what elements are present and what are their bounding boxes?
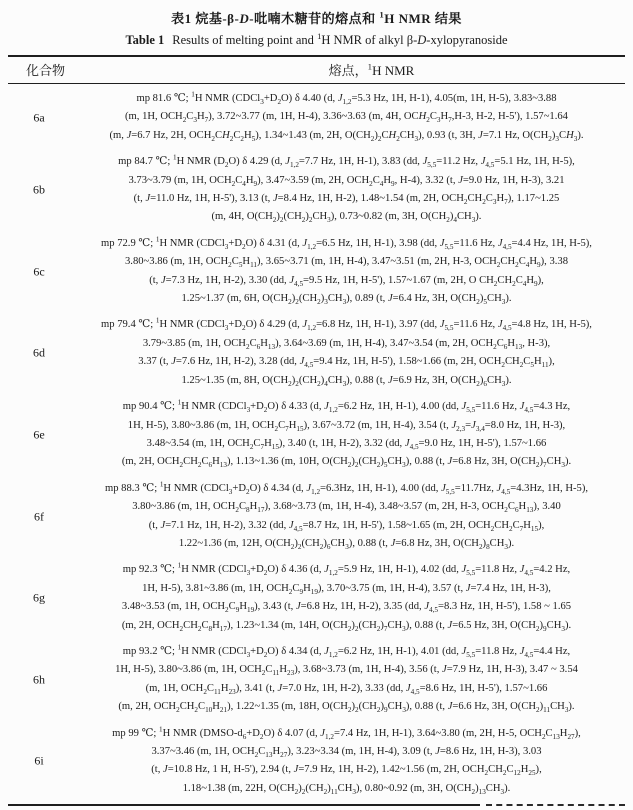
compound-label: 6h [33, 672, 45, 687]
nmr-text [70, 316, 623, 390]
nmr-line: mp 99 ℃; $^1$H NMR $(DMSO-d_6+D_2O)$ δ 4.07 (d, $J_{1,2}=7.4$ Hz, 1H, H-1), 3.64~3.80 (m, 2H, H-5, $OCH_2C_{13}H_{27}$), [112, 725, 581, 741]
header-compound-column: 化合物 [26, 63, 66, 78]
nmr-line: 3.48~3.54 (m, 1H, $OCH_2C_7H_{15}$), 3.40 (t, 1H, H-2), 3.32 (dd, $J_{4,5}=9.0$ Hz, 1H, H-5'), 1.57~1.66 [146, 437, 547, 452]
nmr-line: (m, 2H, $OCH_2CH_2C_8H_{17}$), 1.23~1.34 (m, 14H, $O(CH_2)_2(CH_2)_7CH_3$), 0.88 (t, J=6.5 Hz, 3H, $O(CH_2)_9CH_3$). [121, 619, 572, 633]
nmr-line: (t, J=11.0 Hz, 1H, H-5'), 3.13 (t, J=8.4 Hz, 1H, H-2), 1.48~1.54 (m, 2H, $OCH_2CH_2C_3H_7$), 1.17~1.25 [133, 193, 560, 207]
table-header-row [8, 57, 625, 84]
nmr-text [70, 480, 623, 554]
table-body [8, 84, 625, 802]
header-mp-nmr-column: 熔点，$^1$H NMR [328, 61, 415, 78]
nmr-table [8, 55, 625, 810]
table-row [8, 557, 625, 639]
compound-label: 6b [33, 182, 45, 197]
table-row [8, 394, 625, 476]
nmr-line: (m, 4H, $O(CH_2)_2(CH_2)_2CH_3$), 0.73~0.82 (m, 3H, $O(CH_2)_4CH_3$). [211, 211, 482, 225]
table-row [8, 149, 625, 231]
nmr-line: 1.25~1.35 (m, 8H, $O(CH_2)_2(CH_2)_4CH_3$), 0.88 (t, J=6.9 Hz, 3H, $O(CH_2)_6CH_3$). [181, 374, 512, 388]
nmr-text [70, 398, 623, 472]
nmr-line: 3.80~3.86 (m, 1H, $OCH_2C_5H_{11}$), 3.65~3.71 (m, 1H, H-4), 3.47~3.51 (m, 2H, H-3, $OCH_2CH_2C_4H_9$), 3.38 [125, 256, 568, 270]
nmr-line: 3.37 (t, J=7.6 Hz, 1H, H-2), 3.28 (dd, $J_{4,5}=9.4$ Hz, 1H, H-5'), 1.58~1.66 (m, 2H, $OCH_2CH_2C_5H_{11}$), [138, 356, 555, 370]
nmr-line: 3.79~3.85 (m, 1H, $OCH_2C_6H_{13}$), 3.64~3.69 (m, 1H, H-4), 3.47~3.54 (m, 2H, $OCH_2C_6H_{13}$, H-3), [142, 337, 551, 351]
nmr-text [70, 643, 623, 717]
nmr-line: 3.80~3.86 (m, 1H, $OCH_2C_8H_{17}$), 3.68~3.73 (m, 1H, H-4), 3.48~3.57 (m, 2H, H-3, $OCH_2C_6H_{13}$), 3.40 [132, 501, 561, 515]
nmr-line: 1H, H-5), 3.80~3.86 (m, 1H, $OCH_2C_7H_{15}$), 3.67~3.72 (m, 1H, H-4), 3.54 (t, $J_{2,3}=J_{3,4}=8.0$ Hz, 1H, H-3), [127, 419, 566, 433]
table-row [8, 639, 625, 721]
table-title-en-label: Table 1 [125, 33, 165, 47]
nmr-line: (m, 1H, $OCH_2C_3H_7$), 3.72~3.77 (m, 1H, H-4), 3.36~3.63 (m, 4H, $OCH_2C_3H_7,H-3$, H-2, H-5'), 1.57~1.64 [125, 111, 568, 125]
nmr-text [70, 90, 623, 145]
nmr-line: 1.25~1.37 (m, 6H, $O(CH_2)_2(CH_2)_3CH_3$), 0.89 (t, J=6.4 Hz, 3H, $O(CH_2)_5CH_3$). [181, 293, 512, 307]
table-row [8, 721, 625, 803]
nmr-line: (t, J=7.3 Hz, 1H, H-2), 3.30 (dd, $J_{4,5}=9.5$ Hz, 1H, H-5'), 1.57~1.67 (m, 2H, O $CH_2CH_2C_4H_9$), [149, 274, 544, 288]
nmr-line: (m, 1H, $OCH_2C_{11}H_{23}$), 3.41 (t, J=7.0 Hz, 1H, H-2), 3.33 (dd, $J_{4,5}=8.6$ Hz, 1H, H-5'), 1.57~1.66 [145, 682, 548, 696]
nmr-line: 3.37~3.46 (m, 1H, $OCH_2C_{13}H_{27}$), 3.23~3.34 (m, 1H, H-4), 3.09 (t, J=8.6 Hz, 1H, H-3), 3.03 [151, 746, 542, 760]
nmr-line: (t, J=7.1 Hz, 1H, H-2), 3.32 (dd, $J_{4,5}=8.7$ Hz, 1H, H-5'), 1.58~1.65 (m, 2H, $OCH_2CH_2C_7H_{15}$), [148, 519, 545, 533]
compound-label: 6a [33, 110, 45, 125]
bottom-rule-dashed [486, 804, 625, 806]
table-row [8, 312, 625, 394]
table-bottom-rule [8, 804, 625, 810]
nmr-line: 1.18~1.38 (m, 22H, $O(CH_2)_2(CH_2)_{11}CH_3$), 0.80~0.92 (m, 3H, $O(CH_2)_{13}CH_3$). [182, 782, 511, 796]
nmr-text [70, 561, 623, 635]
nmr-line: mp 79.4 ℃; $^1$H NMR $(CDCl_3+D_2O)$ δ 4.29 (d, $J_{1,2}=6.8$ Hz, 1H, H-1), 3.97 (dd, $J_{5,5}=11.6$ Hz, $J_{4,5}=4.8$ Hz, 1H, H-5), [101, 316, 592, 333]
table-title-zh: 表1 烷基-β-D-吡喃木糖苷的熔点和 $^1$H NMR 结果 [171, 9, 462, 26]
nmr-line: mp 88.3 ℃; $^1$H NMR $(CDCl_3+D_2O)$ δ 4.34 (d, $J_{1,2}=6.3Hz$, 1H, H-1), 4.00 (dd, $J_{5,5}=11.7Hz$, $J_{4,5}=4.3Hz$, 1H, H-5), [105, 480, 588, 496]
table-title-en-text: Results of melting point and $^1$H NMR of alkyl β-D-xylopyranoside [172, 30, 508, 47]
nmr-line: mp 81.6 ℃; $^1$H NMR $(CDCl_3+D_2O)$ δ 4.40 (d, $J_{1,2}=5.3$ Hz, 1H, H-1), 4.05(m, 1H, H-5), 3.83~3.88 [136, 90, 557, 107]
compound-label: 6d [33, 345, 45, 360]
nmr-line: 3.73~3.79 (m, 1H, $OCH_2C_4H_9$), 3.47~3.59 (m, 2H, $OCH_2C_4H_9$, H-4), 3.32 (t, J=9.0 Hz, 1H, H-3), 3.21 [128, 174, 565, 188]
nmr-line: (m, 2H, $OCH_2CH_2C_{10}H_{21}$), 1.22~1.35 (m, 18H, $O(CH_2)_2(CH_2)_9CH_3$), 0.88 (t, J=6.6 Hz, 3H, $O(CH_2)_{11}CH_3$). [118, 701, 575, 715]
table-row [8, 476, 625, 558]
nmr-line: mp 72.9 ℃; $^1$H NMR $(CDCl_3+D_2O)$ δ 4.31 (d, $J_{1,2}=6.5$ Hz, 1H, H-1), 3.98 (dd, $J_{5,5}=11.6$ Hz, $J_{4,5}=4.4$ Hz, 1H, H-5), [101, 235, 592, 251]
table-title-en [8, 30, 625, 48]
compound-label: 6i [34, 753, 44, 768]
nmr-line: (t, J=10.8 Hz, 1 H, H-5'), 2.94 (t, J=7.9 Hz, 1H, H-2), 1.42~1.56 (m, 2H, $OCH_2CH_2C_{12}H_{25}$), [151, 764, 542, 778]
nmr-line: 1H, H-5), 3.81~3.86 (m, 1H, $OCH_2C_9H_{19}$), 3.70~3.75 (m, 1H, H-4), 3.57 (t, J=7.4 Hz, 1H, H-3), [142, 582, 551, 596]
nmr-line: mp 90.4 ℃; $^1$H NMR $(CDCl_3+D_2O)$ δ 4.33 (d, $J_{1,2}=6.2$ Hz, 1H, H-1), 4.00 (dd, $J_{5,5}=11.6$ Hz, $J_{4,5}=4.3$ Hz, [122, 398, 571, 415]
nmr-line: 1H, H-5), 3.80~3.86 (m, 1H, $OCH_2C_{11}H_{23}$), 3.68~3.73 (m, 1H, H-4), 3.56 (t, J=7.9 Hz, 1H, H-3), 3.47 ~ 3.54 [115, 664, 578, 678]
compound-label: 6g [33, 590, 45, 605]
nmr-line: (m, 2H, $OCH_2CH_2C_6H_{13}$), 1.13~1.36 (m, 10H, $O(CH_2)_2(CH_2)_5CH_3$), 0.88 (t, J=6.8 Hz, 3H, $O(CH_2)_7CH_3$). [121, 456, 572, 470]
nmr-line: mp 84.7 ℃; $^1$H NMR $(D_2O)$ δ 4.29 (d, $J_{1,2}=7.7$ Hz, 1H, H-1), 3.83 (dd, $J_{5,5}=11.2$ Hz, $J_{4,5}=5.1$ Hz, 1H, H-5), [118, 153, 575, 170]
nmr-line: (m, J=6.7 Hz, 2H, $OCH_2CH_2C_2H_5$), 1.34~1.43 (m, 2H, $O(CH_2)_2CH_2CH_3$), 0.93 (t, 3H, J=7.1 Hz, $O(CH_2)_3CH_3$). [109, 129, 584, 143]
nmr-line: 1.22~1.36 (m, 12H, $O(CH_2)_2(CH_2)_6CH_3$), 0.88 (t, J=6.8 Hz, 3H, $O(CH_2)_8CH_3$). [178, 537, 515, 552]
nmr-line: 3.48~3.53 (m, 1H, $OCH_2C_9H_{19}$), 3.43 (t, J=6.8 Hz, 1H, H-2), 3.35 (dd, $J_{4,5}=8.3$ Hz, 1H, H-5'), 1.58 ~ 1.65 [121, 601, 572, 615]
nmr-text [70, 725, 623, 799]
compound-label: 6f [34, 509, 44, 524]
nmr-line: mp 93.2 ℃; $^1$H NMR $(CDCl_3+D_2O)$ δ 4.34 (d, $J_{1,2}=6.2$ Hz, 1H, H-1), 4.01 (dd, $J_{5,5}=11.8$ Hz, $J_{4,5}=4.4$ Hz, [122, 643, 571, 660]
nmr-text [70, 153, 623, 227]
table-row [8, 86, 625, 149]
nmr-line: mp 92.3 ℃; $^1$H NMR $(CDCl_3+D_2O)$ δ 4.36 (d, $J_{1,2}=5.9$ Hz, 1H, H-1), 4.02 (dd, $J_{5,5}=11.8$ Hz, $J_{4,5}=4.2$ Hz, [122, 561, 571, 578]
bottom-rule-solid [8, 804, 480, 806]
nmr-text [70, 235, 623, 309]
table-row [8, 231, 625, 313]
compound-label: 6e [33, 427, 45, 442]
compound-label: 6c [33, 264, 45, 279]
